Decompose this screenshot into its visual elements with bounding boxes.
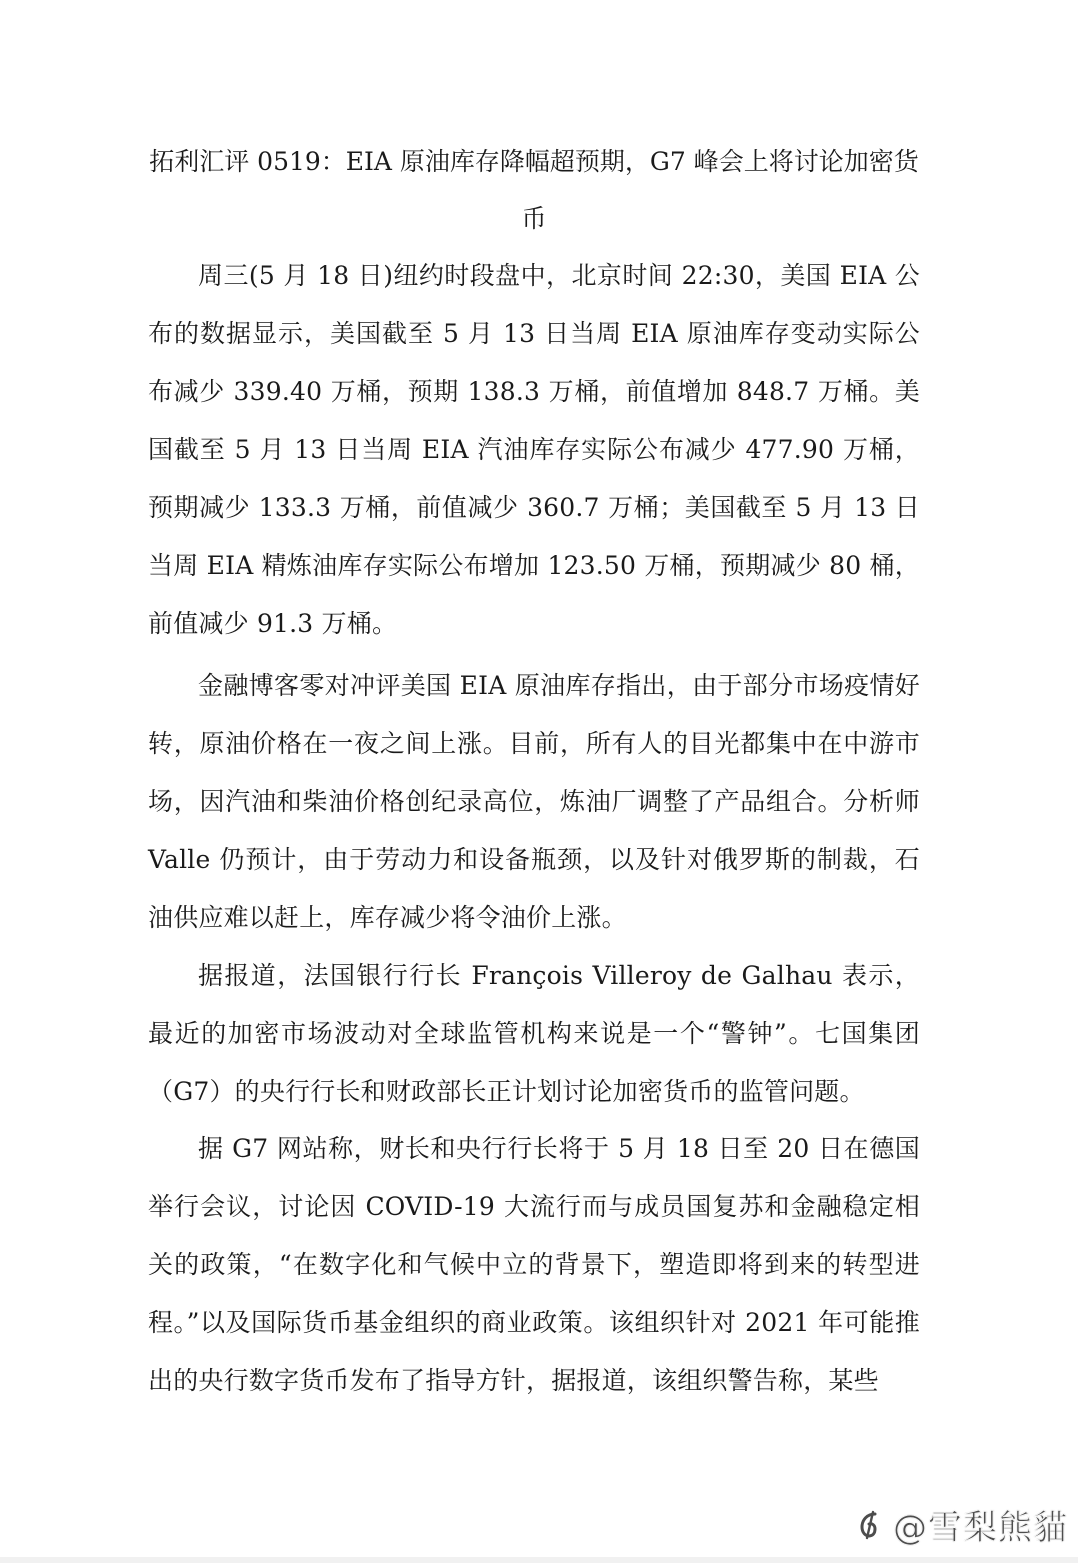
paragraph-g7-meeting: 据 G7 网站称，财长和央行行长将于 5 月 18 日至 20 日在德国举行会议，讨论因 COVID-19 大流行而与成员国复苏和金融稳定相关的政策，“在数字化和气候中立的背景下，塑造即将到来的转型进程。”以及国际货币基金组织的商业政策。该组织针对 2021 年可能推出的央行数字货币发布了指导方针，据报道，该组织警告称，某些 xyxy=(148,1134,920,1395)
xueqiu-logo-icon xyxy=(853,1508,887,1542)
document-title-line1: 拓利汇评 0519：EIA 原油库存降幅超预期，G7 峰会上将讨论加密货 xyxy=(149,147,919,176)
page-bottom-edge xyxy=(0,1557,1078,1563)
paragraph-eia-data: 周三(5 月 18 日)纽约时段盘中，北京时间 22:30，美国 EIA 公布的数据显示，美国截至 5 月 13 日当周 EIA 原油库存变动实际公布减少 339.40 万桶，预期 138.3 万桶，前值增加 848.7 万桶。美国截至 5 月 13 日当周 EIA 汽油库存实际公布减少 477.90 万桶，预期减少 133.3 万桶，前值减少 360.7 万桶；美国截至 5 月 13 日当周 EIA 精炼油库存实际公布增加 123.50 万桶，预期减少 80 桶，前值减少 91.3 万桶。 xyxy=(148,261,920,638)
watermark xyxy=(853,1500,1068,1549)
watermark-text: @雪梨熊貓 xyxy=(893,1508,1068,1548)
document-title-line2: 币 xyxy=(521,204,547,233)
paragraph-bank-of-france: 据报道，法国银行行长 François Villeroy de Galhau 表示，最近的加密市场波动对全球监管机构来说是一个“警钟”。七国集团（G7）的央行行长和财政部长正计划讨论加密货币的监管问题。 xyxy=(148,961,920,1106)
paragraph-zerohedge-comment: 金融博客零对冲评美国 EIA 原油库存指出，由于部分市场疫情好转，原油价格在一夜之间上涨。目前，所有人的目光都集中在中游市场，因汽油和柴油价格创纪录高位，炼油厂调整了产品组合。分析师 Valle 仍预计，由于劳动力和设备瓶颈，以及针对俄罗斯的制裁，石油供应难以赶上，库存减少将令油价上涨。 xyxy=(148,671,920,932)
